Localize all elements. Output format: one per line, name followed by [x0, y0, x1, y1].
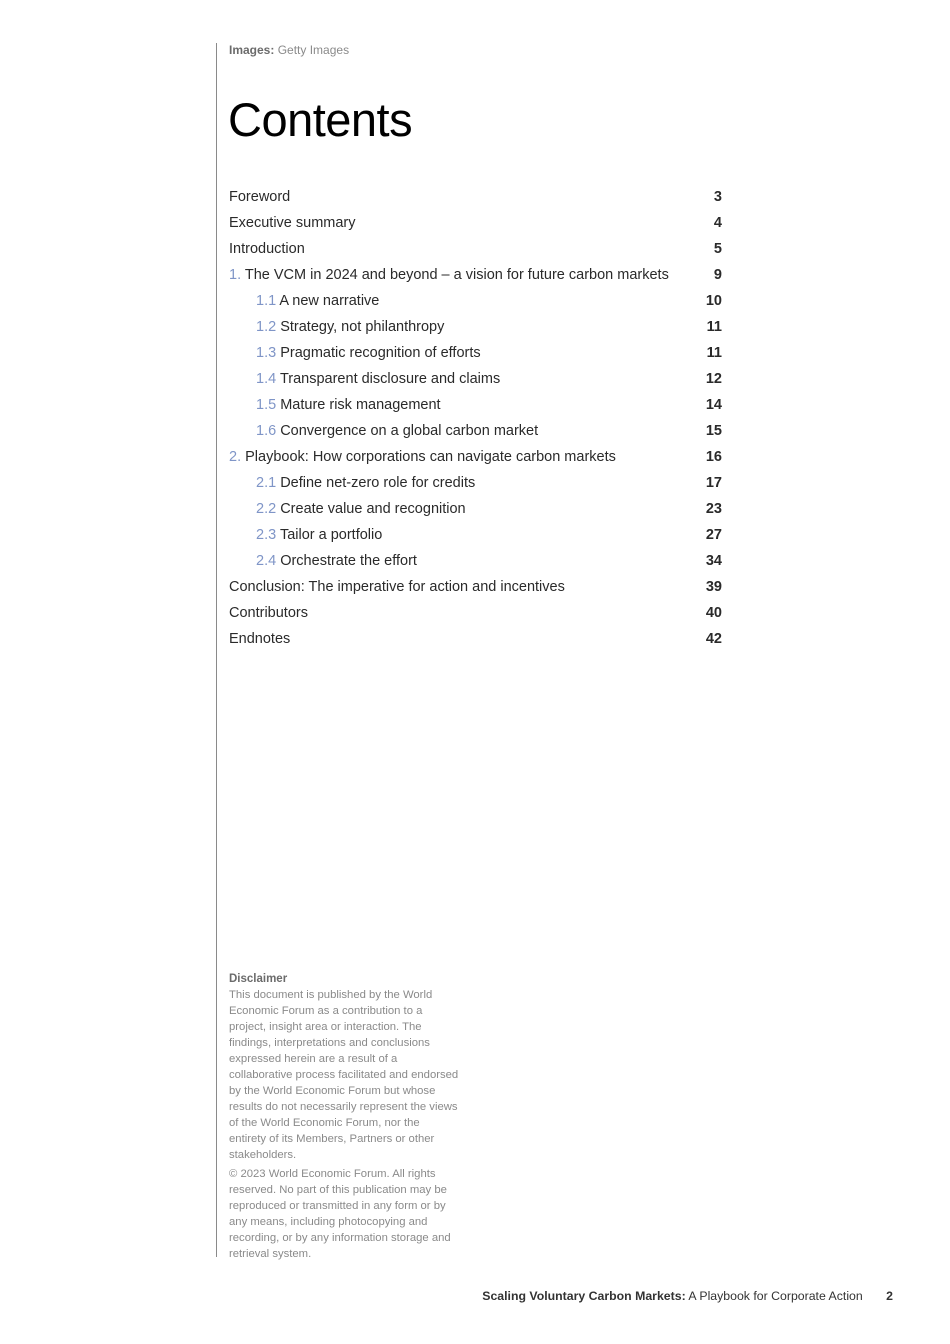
toc-entry[interactable]	[229, 262, 722, 288]
toc-entry-number: 1.6	[256, 423, 277, 439]
toc-entry-page: 10	[705, 293, 722, 309]
toc-entry-label: Conclusion: The imperative for action and incentives	[229, 579, 565, 595]
toc-entry-page: 34	[705, 553, 722, 569]
toc-entry[interactable]	[229, 288, 722, 314]
toc-entry-label: Endnotes	[229, 631, 291, 647]
toc-entry[interactable]	[229, 418, 722, 444]
toc-entry-page: 3	[713, 189, 722, 205]
image-credit-label: Images:	[229, 43, 275, 57]
toc-entry[interactable]	[229, 574, 722, 600]
toc-entry-page: 17	[705, 475, 722, 491]
toc-entry-page: 27	[705, 527, 722, 543]
footer-title-rest: A Playbook for Corporate Action	[688, 1289, 863, 1303]
toc-entry-label: The VCM in 2024 and beyond – a vision for future carbon markets	[244, 267, 669, 283]
toc-entry-number: 2.3	[256, 527, 277, 543]
toc-entry-label: Executive summary	[229, 215, 356, 231]
toc-entry-page: 14	[705, 397, 722, 413]
toc-entry-page: 9	[713, 267, 722, 283]
disclaimer-copyright: © 2023 World Economic Forum. All rights reserved. No part of this publication may be reproduced or transmitted in any form or by any means, including photocopying and recording, or by any information storage and retrieval system.	[229, 1168, 451, 1260]
toc-entry[interactable]	[229, 340, 722, 366]
toc-entry-label: Pragmatic recognition of efforts	[280, 345, 481, 361]
toc-entry-page: 16	[705, 449, 722, 465]
toc-entry[interactable]	[229, 600, 722, 626]
toc-entry-label: Playbook: How corporations can navigate carbon markets	[245, 449, 616, 465]
toc-entry-page: 12	[705, 371, 722, 387]
margin-rule	[216, 43, 217, 1257]
image-credit-value: Getty Images	[277, 43, 350, 57]
toc-entry-page: 4	[713, 215, 722, 231]
toc-entry[interactable]	[229, 470, 722, 496]
toc-entry-page: 39	[705, 579, 722, 595]
toc-entry-number: 2.	[229, 449, 242, 465]
toc-entry-label: Contributors	[229, 605, 308, 621]
toc-entry-label: Transparent disclosure and claims	[279, 371, 501, 387]
toc-entry-label: Mature risk management	[280, 397, 441, 413]
toc-entry-page: 5	[713, 241, 722, 257]
footer-page-number: 2	[886, 1289, 893, 1303]
toc-entry-number: 2.4	[256, 553, 277, 569]
page-footer	[482, 1289, 893, 1303]
toc-entry[interactable]	[229, 548, 722, 574]
toc-entry-number: 1.5	[256, 397, 277, 413]
toc-entry-number: 1.	[229, 267, 242, 283]
toc-entry-label: A new narrative	[279, 293, 380, 309]
toc-entry[interactable]	[229, 236, 722, 262]
toc-entry[interactable]	[229, 444, 722, 470]
toc-entry-page: 42	[705, 631, 722, 647]
disclaimer	[229, 971, 459, 1265]
toc-entry-label: Foreword	[229, 189, 291, 205]
toc-entry-label: Tailor a portfolio	[279, 527, 383, 543]
toc-entry[interactable]	[229, 314, 722, 340]
toc-entry-number: 1.2	[256, 319, 277, 335]
toc-entry-label: Introduction	[229, 241, 305, 257]
toc-entry[interactable]	[229, 184, 722, 210]
toc-entry[interactable]	[229, 626, 722, 652]
page-title: Contents	[228, 93, 413, 146]
toc-entry[interactable]	[229, 496, 722, 522]
footer-title-bold: Scaling Voluntary Carbon Markets:	[482, 1289, 686, 1303]
toc-entry-label: Orchestrate the effort	[280, 553, 417, 569]
table-of-contents	[229, 184, 722, 652]
toc-entry-number: 1.4	[256, 371, 277, 387]
toc-entry-label: Create value and recognition	[280, 501, 466, 517]
disclaimer-heading: Disclaimer	[229, 973, 288, 985]
toc-entry-label: Convergence on a global carbon market	[280, 423, 539, 439]
toc-entry-page: 23	[705, 501, 722, 517]
toc-entry-page: 15	[705, 423, 722, 439]
toc-entry-number: 2.1	[256, 475, 277, 491]
toc-entry[interactable]	[229, 392, 722, 418]
toc-entry-number: 1.3	[256, 345, 277, 361]
toc-entry-number: 2.2	[256, 501, 277, 517]
image-credit	[229, 43, 349, 57]
toc-entry-page: 11	[706, 319, 722, 335]
toc-entry[interactable]	[229, 210, 722, 236]
disclaimer-body: This document is published by the World Economic Forum as a contribution to a project, insight area or interaction. The findings, interpretations and conclusions expressed herein are a result of a collaborative process facilitated and endorsed by the World Economic Forum but whose results do not necessarily represent the views of the World Economic Forum, nor the entirety of its Members, Partners or other stakeholders.	[229, 989, 459, 1161]
toc-entry[interactable]	[229, 522, 722, 548]
toc-entry[interactable]	[229, 366, 722, 392]
toc-entry-label: Strategy, not philanthropy	[280, 319, 445, 335]
toc-entry-page: 40	[705, 605, 722, 621]
toc-entry-number: 1.1	[256, 293, 277, 309]
toc-entry-label: Define net-zero role for credits	[280, 475, 476, 491]
toc-entry-page: 11	[706, 345, 722, 361]
